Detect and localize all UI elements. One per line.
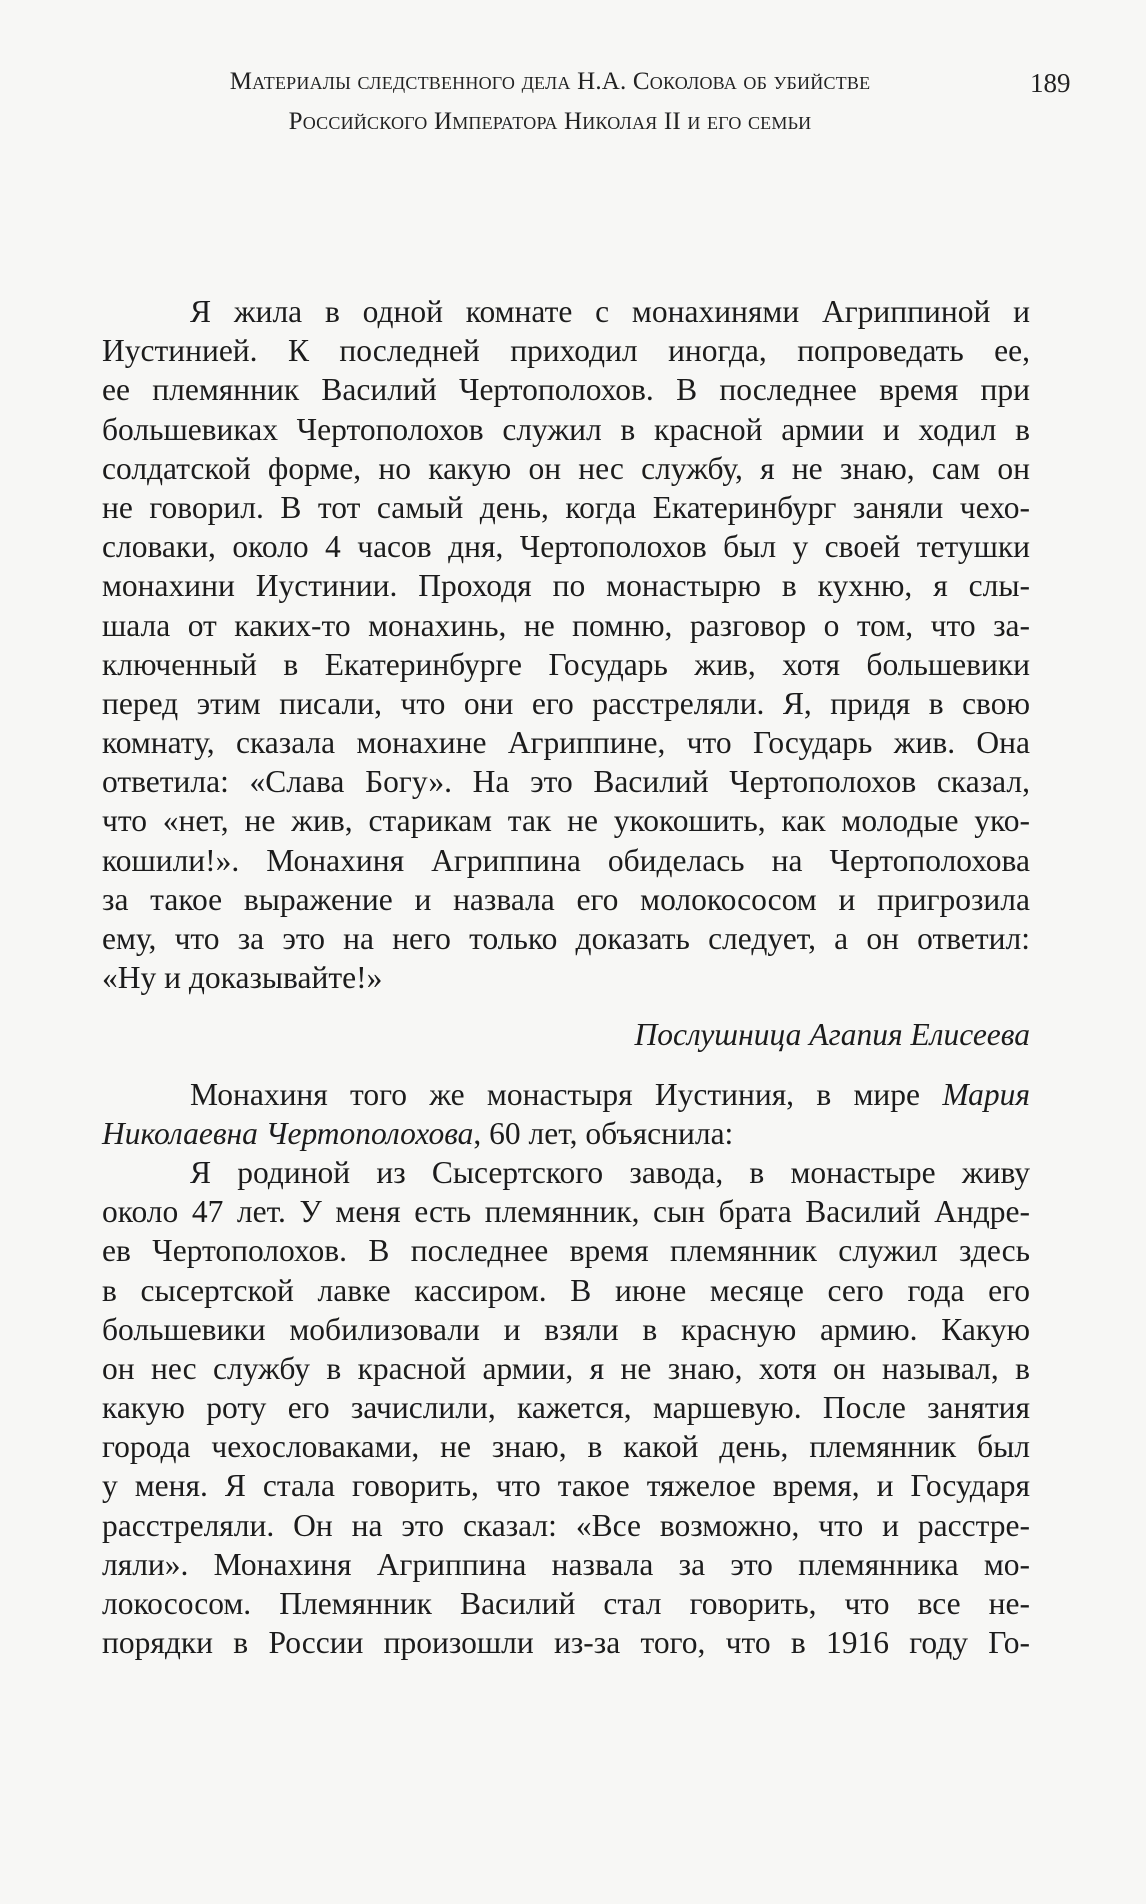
text-line: «Ну и доказывайте!» bbox=[102, 960, 383, 996]
text-line: не говорил. В тот самый день, когда Екатеринбург заняли чехо- bbox=[102, 489, 1030, 525]
text-line: ев Чертополохов. В последнее время племянник служил здесь bbox=[102, 1233, 1030, 1269]
running-head bbox=[140, 62, 960, 142]
text-line: большевиках Чертополохов служил в красной армии и ходил в bbox=[102, 411, 1030, 447]
text-line: ключенный в Екатеринбурге Государь жив, хотя большевики bbox=[102, 646, 1030, 682]
intro-text: Монахиня того же монастыря Иустиния, в мире bbox=[190, 1076, 943, 1112]
intro-line-1 bbox=[102, 1075, 1030, 1114]
text-line: какую роту его зачислили, кажется, маршевую. После занятия bbox=[102, 1390, 1030, 1426]
text-line: солдатской форме, но какую он нес службу, я не знаю, сам он bbox=[102, 450, 1030, 486]
page-number: 189 bbox=[1030, 68, 1071, 98]
intro-line-2 bbox=[102, 1114, 1030, 1153]
text-line: Я родиной из Сысертского завода, в монастыре живу bbox=[190, 1154, 1030, 1190]
text-line: ему, что за это на него только доказать следует, а он ответил: bbox=[102, 921, 1030, 956]
running-head-line-2: Российского Императора Николая II и его семьи bbox=[288, 108, 812, 135]
text-line: расстреляли. Он на это сказал: «Все возможно, что и расстре- bbox=[102, 1507, 1030, 1543]
text-line: перед этим писали, что они его расстреляли. Я, придя в свою bbox=[102, 685, 1030, 721]
text-line: шала от каких-то монахинь, не помню, разговор о том, что за- bbox=[102, 607, 1030, 643]
text-line: словаки, около 4 часов дня, Чертополохов был у своей тетушки bbox=[102, 529, 1030, 565]
text-line: Иустинией. К последней приходил иногда, попроведать ее, bbox=[102, 333, 1030, 369]
text-line: порядки в России произошли из-за того, что в 1916 году Го- bbox=[102, 1625, 1030, 1661]
running-head-line-1: Материалы следственного дела Н.А. Соколова об убийстве bbox=[229, 68, 871, 95]
text-line: в сысертской лавке кассиром. В июне месяце сего года его bbox=[102, 1272, 1030, 1308]
body-text bbox=[102, 292, 1030, 1662]
text-line: ее племянник Василий Чертополохов. В последнее время при bbox=[102, 372, 1030, 408]
text-line: монахини Иустинии. Проходя по монастырю в кухню, я слы- bbox=[102, 568, 1030, 604]
text-line: что «нет, не жив, старикам так не укокошить, как молодые уко- bbox=[102, 803, 1030, 839]
text-line: кошили!». Монахиня Агриппина обиделась на Чертополохова bbox=[102, 842, 1030, 878]
signature: Послушница Агапия Елисеева bbox=[634, 1017, 1030, 1053]
text-line: комнату, сказала монахине Агриппине, что Государь жив. Она bbox=[102, 725, 1030, 761]
text-line: локососом. Племянник Василий стал говорить, что все не- bbox=[102, 1586, 1030, 1621]
text-line: у меня. Я стала говорить, что такое тяжелое время, и Государя bbox=[102, 1468, 1030, 1504]
witness-name-part-1: Мария bbox=[942, 1076, 1030, 1112]
text-line: Я жила в одной комнате с монахинями Агриппиной и bbox=[190, 294, 1030, 329]
text-line: ляли». Монахиня Агриппина назвала за это племянника мо- bbox=[102, 1546, 1030, 1582]
text-line: он нес службу в красной армии, я не знаю, хотя он называл, в bbox=[102, 1350, 1030, 1386]
text-line: города чехословаками, не знаю, в какой день, племянник был bbox=[102, 1429, 1030, 1465]
text-line: ответила: «Слава Богу». На это Василий Чертополохов сказал, bbox=[102, 764, 1030, 800]
text-line: около 47 лет. У меня есть племянник, сын брата Василий Андре- bbox=[102, 1194, 1030, 1230]
text-line: большевики мобилизовали и взяли в красную армию. Какую bbox=[102, 1311, 1030, 1347]
text-line: за такое выражение и назвала его молокососом и пригрозила bbox=[102, 881, 1030, 917]
intro-text-end: , 60 лет, объяснила: bbox=[473, 1115, 734, 1151]
witness-name-part-2: Николаевна Чертополохова bbox=[102, 1115, 474, 1151]
